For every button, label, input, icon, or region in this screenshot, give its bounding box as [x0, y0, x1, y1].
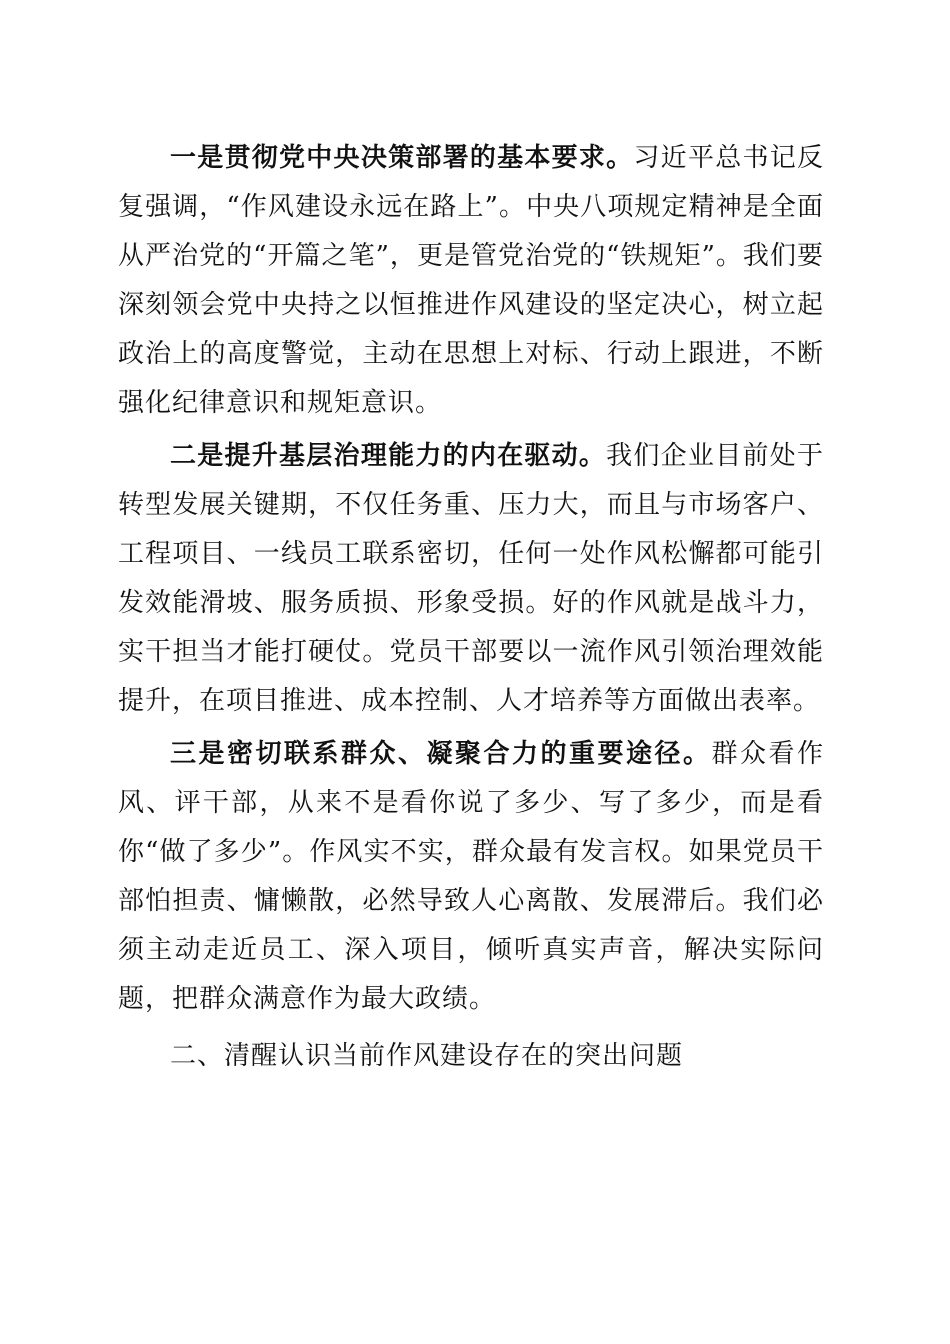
- paragraph-2-body: 我们企业目前处于转型发展关键期，不仅任务重、压力大，而且与市场客户、工程项目、一线员工联系密切，任何一处作风松懈都可能引发效能滑坡、服务质损、形象受损。好的作风就是战斗力，实干担当才能打硬仗。党员干部要以一流作风引领治理效能提升，在项目推进、成本控制、人才培养等方面做出表率。: [118, 441, 824, 716]
- paragraph-3: [118, 730, 824, 1024]
- paragraph-1-body: 习近平总书记反复强调，“作风建设永远在路上”。中央八项规定精神是全面从严治党的“开篇之笔”，更是管党治党的“铁规矩”。我们要深刻领会党中央持之以恒推进作风建设的坚定决心，树立起政治上的高度警觉，主动在思想上对标、行动上跟进，不断强化纪律意识和规矩意识。: [118, 143, 824, 418]
- document-body: [118, 134, 824, 1081]
- paragraph-1-lead: 一是贯彻党中央决策部署的基本要求。: [170, 143, 634, 173]
- paragraph-2-lead: 二是提升基层治理能力的内在驱动。: [170, 441, 607, 471]
- paragraph-1: [118, 134, 824, 428]
- section-heading: 二、清醒认识当前作风建设存在的突出问题: [170, 1041, 684, 1071]
- paragraph-3-lead: 三是密切联系群众、凝聚合力的重要途径。: [170, 739, 712, 769]
- paragraph-2: [118, 432, 824, 726]
- paragraph-3-body: 群众看作风、评干部，从来不是看你说了多少、写了多少，而是看你“做了多少”。作风实不实，群众最有发言权。如果党员干部怕担责、慵懒散，必然导致人心离散、发展滞后。我们必须主动走近员工、深入项目，倾听真实声音，解决实际问题，把群众满意作为最大政绩。: [118, 739, 824, 1014]
